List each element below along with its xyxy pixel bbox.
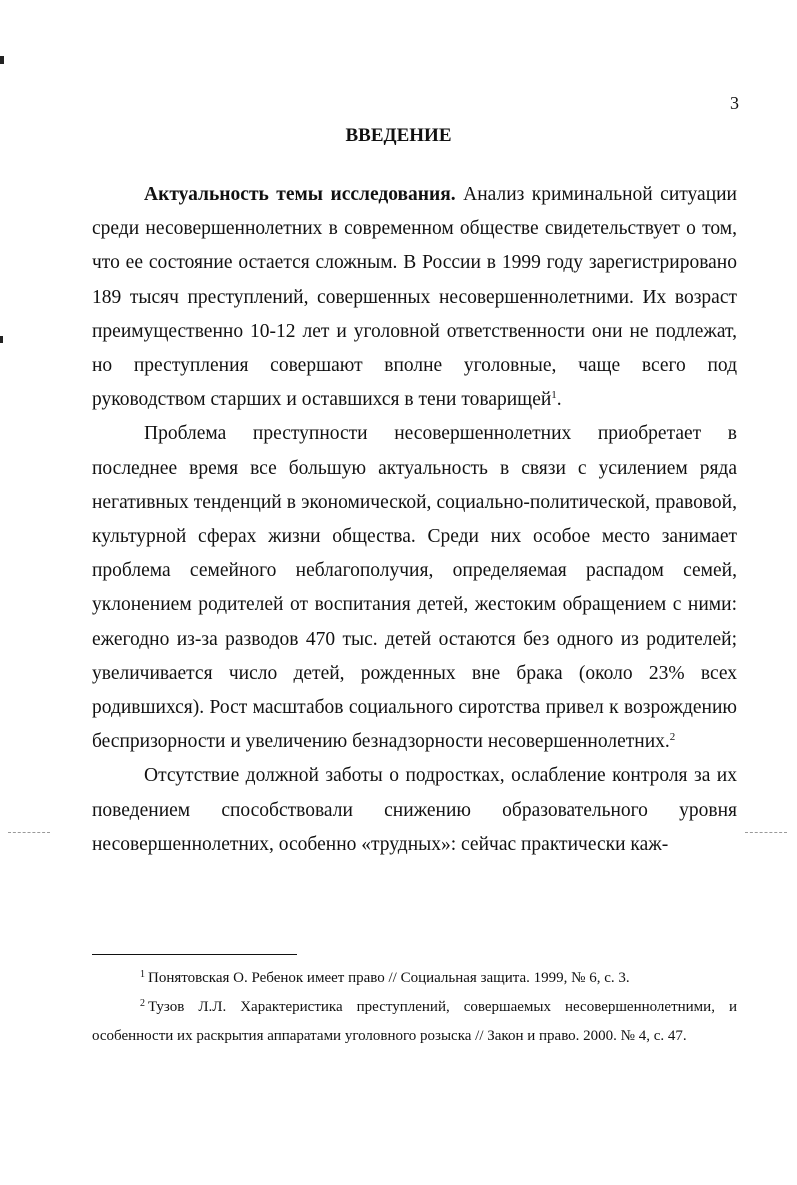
- scan-artifact-left-dash: [8, 832, 50, 833]
- footnote-mark: 2: [140, 998, 145, 1009]
- scan-artifact-middle: [0, 336, 3, 343]
- footnote-item: [92, 993, 737, 1051]
- page-title: ВВЕДЕНИЕ: [345, 125, 452, 146]
- paragraph-text: Проблема преступности несовершеннолетних приобретает в последнее время все большую актуальность в связи с усилением ряда негативных тенденций в экономической, социально-политической, правовой, культурной сферах жизни общества. Среди них особое место занимает проблема семейного неблагополучия, определяемая распадом семей, уклонением родителей от воспитания детей, жестоким обращением с ними: ежегодно из-за разводов 470 тыс. детей остаются без одного из родителей; увеличивается число детей, рожденных вне брака (около 23% всех родившихся). Рост масштабов социального сиротства привел к возрождению беспризорности и увеличению безнадзорности несовершеннолетних.: [92, 423, 737, 753]
- paragraph-neglect: [92, 759, 737, 862]
- footnote-ref: 1: [551, 389, 557, 402]
- footnote-ref: 2: [669, 731, 676, 744]
- footnote-mark: 1: [140, 969, 145, 980]
- paragraph-tail: .: [556, 389, 562, 411]
- footnotes: [92, 964, 737, 1051]
- footnote-item: [92, 964, 737, 993]
- footnote-text: Понятовская О. Ребенок имеет право // Социальная защита. 1999, № 6, с. 3.: [148, 970, 630, 986]
- scan-artifact-top: [0, 56, 4, 64]
- paragraph-lead: Актуальность темы исследования.: [144, 184, 456, 205]
- footnote-separator: [92, 954, 297, 955]
- footnote-text: Тузов Л.Л. Характеристика преступлений, совершаемых несовершеннолетними, и особенности их раскрытия аппаратами уголовного розыска // Закон и право. 2000. № 4, с. 47.: [92, 999, 737, 1044]
- paragraph-text: Отсутствие должной заботы о подростках, ослабление контроля за их поведением способствовали снижению образовательного уровня несовершеннолетних, особенно «трудных»: сейчас практически каж-: [92, 765, 737, 855]
- paragraph-relevance: [92, 178, 737, 417]
- scan-artifact-right-dash: [745, 832, 787, 833]
- paragraph-problem: [92, 417, 737, 759]
- paragraph-text: Анализ криминальной ситуации среди несовершеннолетних в современном обществе свидетельствует о том, что ее состояние остается сложным. В России в 1999 году зарегистрировано 189 тысяч преступлений, совершенных несовершеннолетними. Их возраст преимущественно 10-12 лет и уголовной ответственности они не подлежат, но преступления совершают вполне уголовные, чаще всего под руководством старших и оставшихся в тени товарищей: [92, 184, 737, 411]
- body-text: [92, 178, 737, 862]
- page-number: 3: [730, 93, 739, 113]
